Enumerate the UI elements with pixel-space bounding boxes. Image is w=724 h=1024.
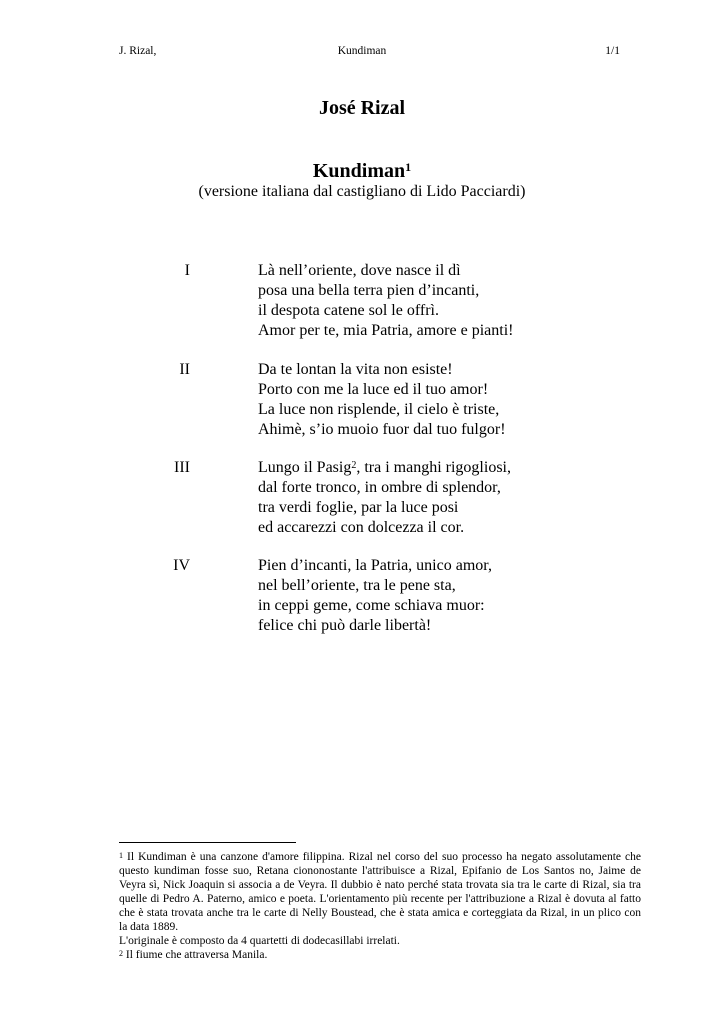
- translation-note: (versione italiana dal castigliano di Lido Pacciardi): [198, 183, 526, 200]
- footnote-ref-2: 2: [351, 460, 357, 471]
- verse-line: posa una bella terra pien d’incanti,: [258, 282, 480, 299]
- footnote-2: [119, 948, 641, 962]
- footnote-ref-1: 1: [405, 160, 412, 174]
- stanza-number: II: [179, 361, 190, 378]
- stanza-number: IV: [173, 557, 190, 574]
- verse-line: Da te lontan la vita non esiste!: [258, 361, 453, 378]
- verse-line: Là nell’oriente, dove nasce il dì: [258, 262, 461, 279]
- poem-title: [0, 158, 724, 184]
- verse-line: in ceppi geme, come schiava muor:: [258, 597, 485, 614]
- poem-title-text: Kundiman: [312, 160, 406, 182]
- page-number: 1/1: [605, 45, 620, 57]
- running-header-author: J. Rizal,: [119, 45, 157, 57]
- footnote-1-text: Il Kundiman è una canzone d'amore filippina. Rizal nel corso del suo processo ha negato assolutamente che questo kundiman fosse suo, Retana ciononostante l'attribuisce a Rizal, Epifanio de Los Santos no, Jaime de Veyra sì, Nick Joaquin si associa a de Veyra. Il dubbio è nato perché stata trovata sia tra le carte di Rizal, sia tra quelle di Pedro A. Paterno, amico e poeta. L'orientamento più recente per l'attribuzione a Rizal è dovuta al fatto che è stata trovata anche tra le carte di Nelly Boustead, che è stata amica e corteggiata da Rizal, in un plico con la data 1889.: [119, 851, 641, 933]
- footnote-2-text: Il fiume che attraversa Manila.: [123, 949, 268, 961]
- verse-line: felice chi può darle libertà!: [258, 617, 432, 634]
- verse-line: tra verdi foglie, par la luce posi: [258, 499, 459, 516]
- verse-line: La luce non risplende, il cielo è triste,: [258, 401, 500, 418]
- footnotes: [119, 850, 641, 962]
- author-heading: José Rizal: [318, 97, 406, 119]
- verse-line: Amor per te, mia Patria, amore e pianti!: [258, 322, 514, 339]
- stanza-number: III: [174, 459, 190, 476]
- verse-line: dal forte tronco, in ombre di splendor,: [258, 479, 501, 496]
- footnote-mark-1: 1: [119, 851, 123, 860]
- verse-line: Ahimè, s’io muoio fuor dal tuo fulgor!: [258, 421, 506, 438]
- footnote-1: [119, 850, 641, 934]
- verse-line: Pien d’incanti, la Patria, unico amor,: [258, 557, 492, 574]
- footnote-mark-2: 2: [119, 949, 123, 958]
- verse-line: [258, 458, 678, 478]
- verse-text: Lungo il Pasig: [258, 459, 352, 476]
- verse-line: nel bell’oriente, tra le pene sta,: [258, 577, 456, 594]
- verse-line: il despota catene sol le offrì.: [258, 302, 439, 319]
- footnote-separator: [119, 842, 296, 843]
- stanza-number: I: [184, 262, 190, 279]
- running-header-title: Kundiman: [337, 45, 387, 57]
- verse-line: ed accarezzi con dolcezza il cor.: [258, 519, 465, 536]
- footnote-1-extra: L'originale è composto da 4 quartetti di dodecasillabi irrelati.: [119, 935, 400, 947]
- verse-line: Porto con me la luce ed il tuo amor!: [258, 381, 489, 398]
- verse-text: , tra i manghi rigogliosi,: [356, 459, 511, 476]
